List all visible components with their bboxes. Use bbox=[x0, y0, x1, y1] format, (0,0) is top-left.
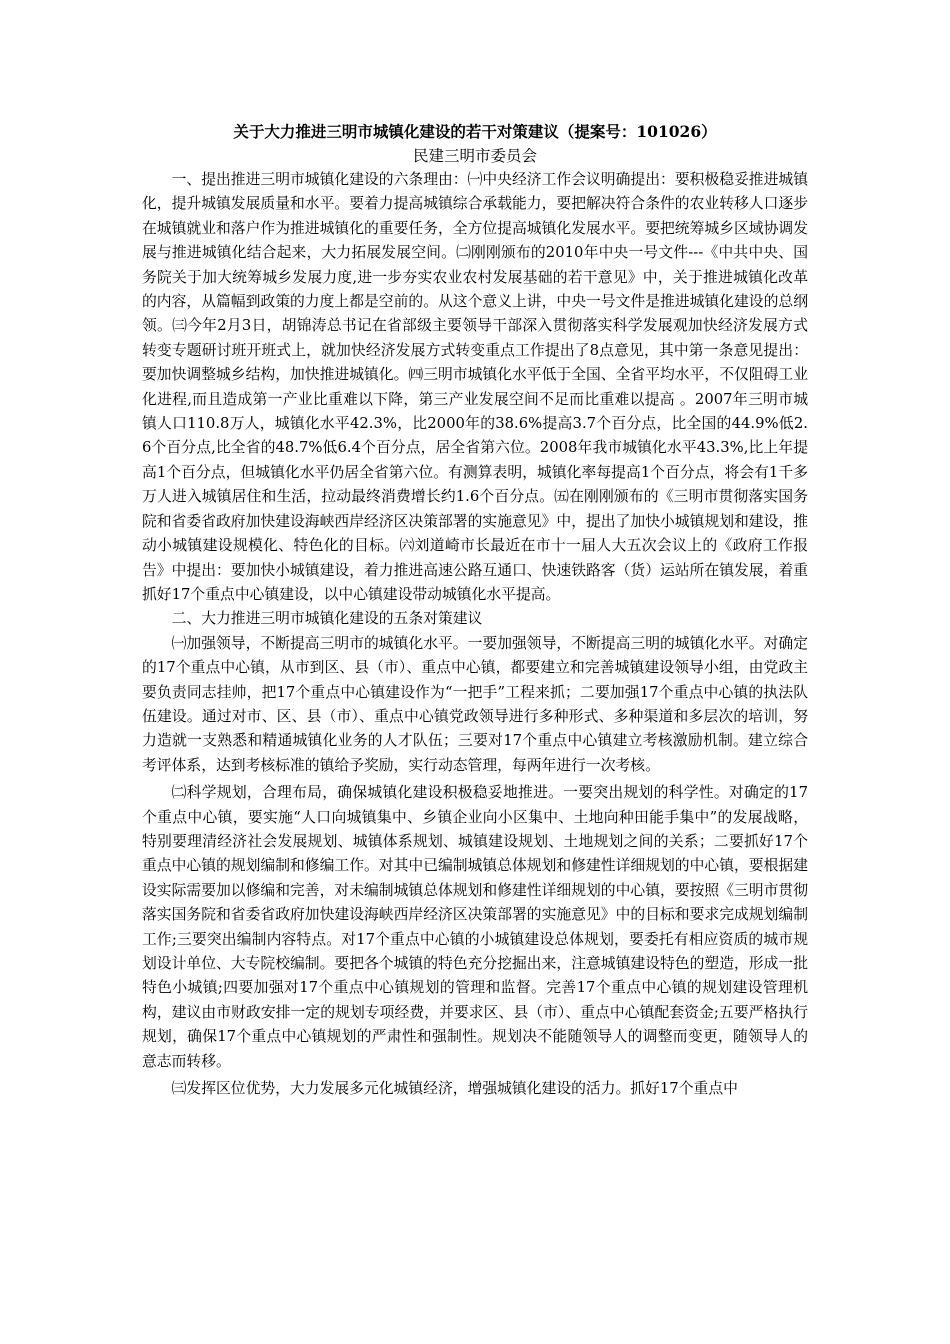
document-title: 关于大力推进三明市城镇化建设的若干对策建议（提案号：101026） bbox=[233, 122, 717, 141]
paragraph-section-heading: 二、大力推进三明市城镇化建设的五条对策建议 bbox=[171, 610, 483, 628]
paragraph-economy: ㈢发挥区位优势，大力发展多元化城镇经济，增强城镇化建设的活力。抓好17个重点中 bbox=[171, 1080, 738, 1098]
paragraph-reasons: 一、提出推进三明市城镇化建设的六条理由：㈠中央经济工作会议明确提出：要积极稳妥推进城镇化，提升城镇发展质量和水平。要着力提高城镇综合承载能力，要把解决符合条件的农业转移人口逐步在城镇就业和落户作为推进城镇化的重要任务，全方位提高城镇化发展水平。要把统筹城乡区域协调发展与推进城镇化结合起来，大力拓展发展空间。㈡刚刚颁布的2010年中央一号文件---《中共中央、国务院关于加大统筹城乡发展力度,进一步夯实农业农村发展基础的若干意见》中，关于推进城镇化改革的内容，从篇幅到政策的力度上都是空前的。从这个意义上讲，中央一号文件是推进城镇化建设的总纲领。㈢今年2月3日，胡锦涛总书记在省部级主要领导干部深入贯彻落实科学发展观加快经济发展方式转变专题研讨班开班式上，就加快经济发展方式转变重点工作提出了8点意见，其中第一条意见提出：要加快调整城乡结构，加快推进城镇化。㈣三明市城镇化水平低于全国、全省平均水平，不仅阻碍工业化进程,而且造成第一产业比重难以下降，第三产业发展空间不足而比重难以提高 。2007年三明市城镇人口110.8万人，城镇化水平42.3%，比2000年的38.6%提高3.7个百分点，比全国的44.9%低2.6个百分点,比全省的48.7%低6.4个百分点，居全省第六位。2008年我市城镇化水平43.3%,比上年提高1个百分点，但城镇化水平仍居全省第六位。有测算表明，城镇化率每提高1个百分点，将会有1千多万人进入城镇居住和生活，拉动最终消费增长约1.6个百分点。㈤在刚刚颁布的《三明市贯彻落实国务院和省委省政府加快建设海峡西岸经济区决策部署的实施意见》中，提出了加快小城镇规划和建设，推动小城镇建设规模化、特色化的目标。㈥刘道崎市长最近在市十一届人大五次会议上的《政府工作报告》中提出：要加快小城镇建设，着力推进高速公路互通口、快速铁路客（货）运站所在镇发展，着重抓好17个重点中心镇建设，以中心镇建设带动城镇化水平提高。 bbox=[142, 171, 808, 603]
document-author: 民建三明市委员会 bbox=[412, 147, 537, 165]
document-page bbox=[142, 120, 808, 1101]
paragraph-leadership: ㈠加强领导，不断提高三明市的城镇化水平。一要加强领导，不断提高三明的城镇化水平。对确定的17个重点中心镇，从市到区、县（市）、重点中心镇，都要建立和完善城镇建设领导小组，由党政主要负责同志挂帅，把17个重点中心镇建设作为“一把手”工程来抓；二要加强17个重点中心镇的执法队伍建设。通过对市、区、县（市）、重点中心镇党政领导进行多种形式、多种渠道和多层次的培训，努力造就一支熟悉和精通城镇化业务的人才队伍；三要对17个重点中心镇建立考核激励机制。建立综合考评体系，达到考核标准的镇给予奖励，实行动态管理，每两年进行一次考核。 bbox=[142, 634, 808, 774]
paragraph-planning: ㈡科学规划，合理布局，确保城镇化建设积极稳妥地推进。一要突出规划的科学性。对确定的17个重点中心镇，要实施“人口向城镇集中、乡镇企业向小区集中、土地向种田能手集中”的发展战略，特别要理清经济社会发展规划、城镇体系规划、城镇建设规划、土地规划之间的关系；二要抓好17个重点中心镇的规划编制和修编工作。对其中已编制城镇总体规划和修建性详细规划的中心镇，要根据建设实际需要加以修编和完善，对未编制城镇总体规划和修建性详细规划的中心镇，要按照《三明市贯彻落实国务院和省委省政府加快建设海峡西岸经济区决策部署的实施意见》中的目标和要求完成规划编制工作;三要突出编制内容特点。对17个重点中心镇的小城镇建设总体规划，要委托有相应资质的城市规划设计单位、大专院校编制。要把各个城镇的特色充分挖掘出来，注意城镇建设特色的塑造，形成一批特色小城镇;四要加强对17个重点中心镇规划的管理和监督。完善17个重点中心镇的规划建设管理机构，建议由市财政安排一定的规划专项经费，并要求区、县（市）、重点中心镇配套资金;五要严格执行规划，确保17个重点中心镇规划的严肃性和强制性。规划决不能随领导人的调整而变更，随领导人的意志而转移。 bbox=[142, 784, 808, 1070]
